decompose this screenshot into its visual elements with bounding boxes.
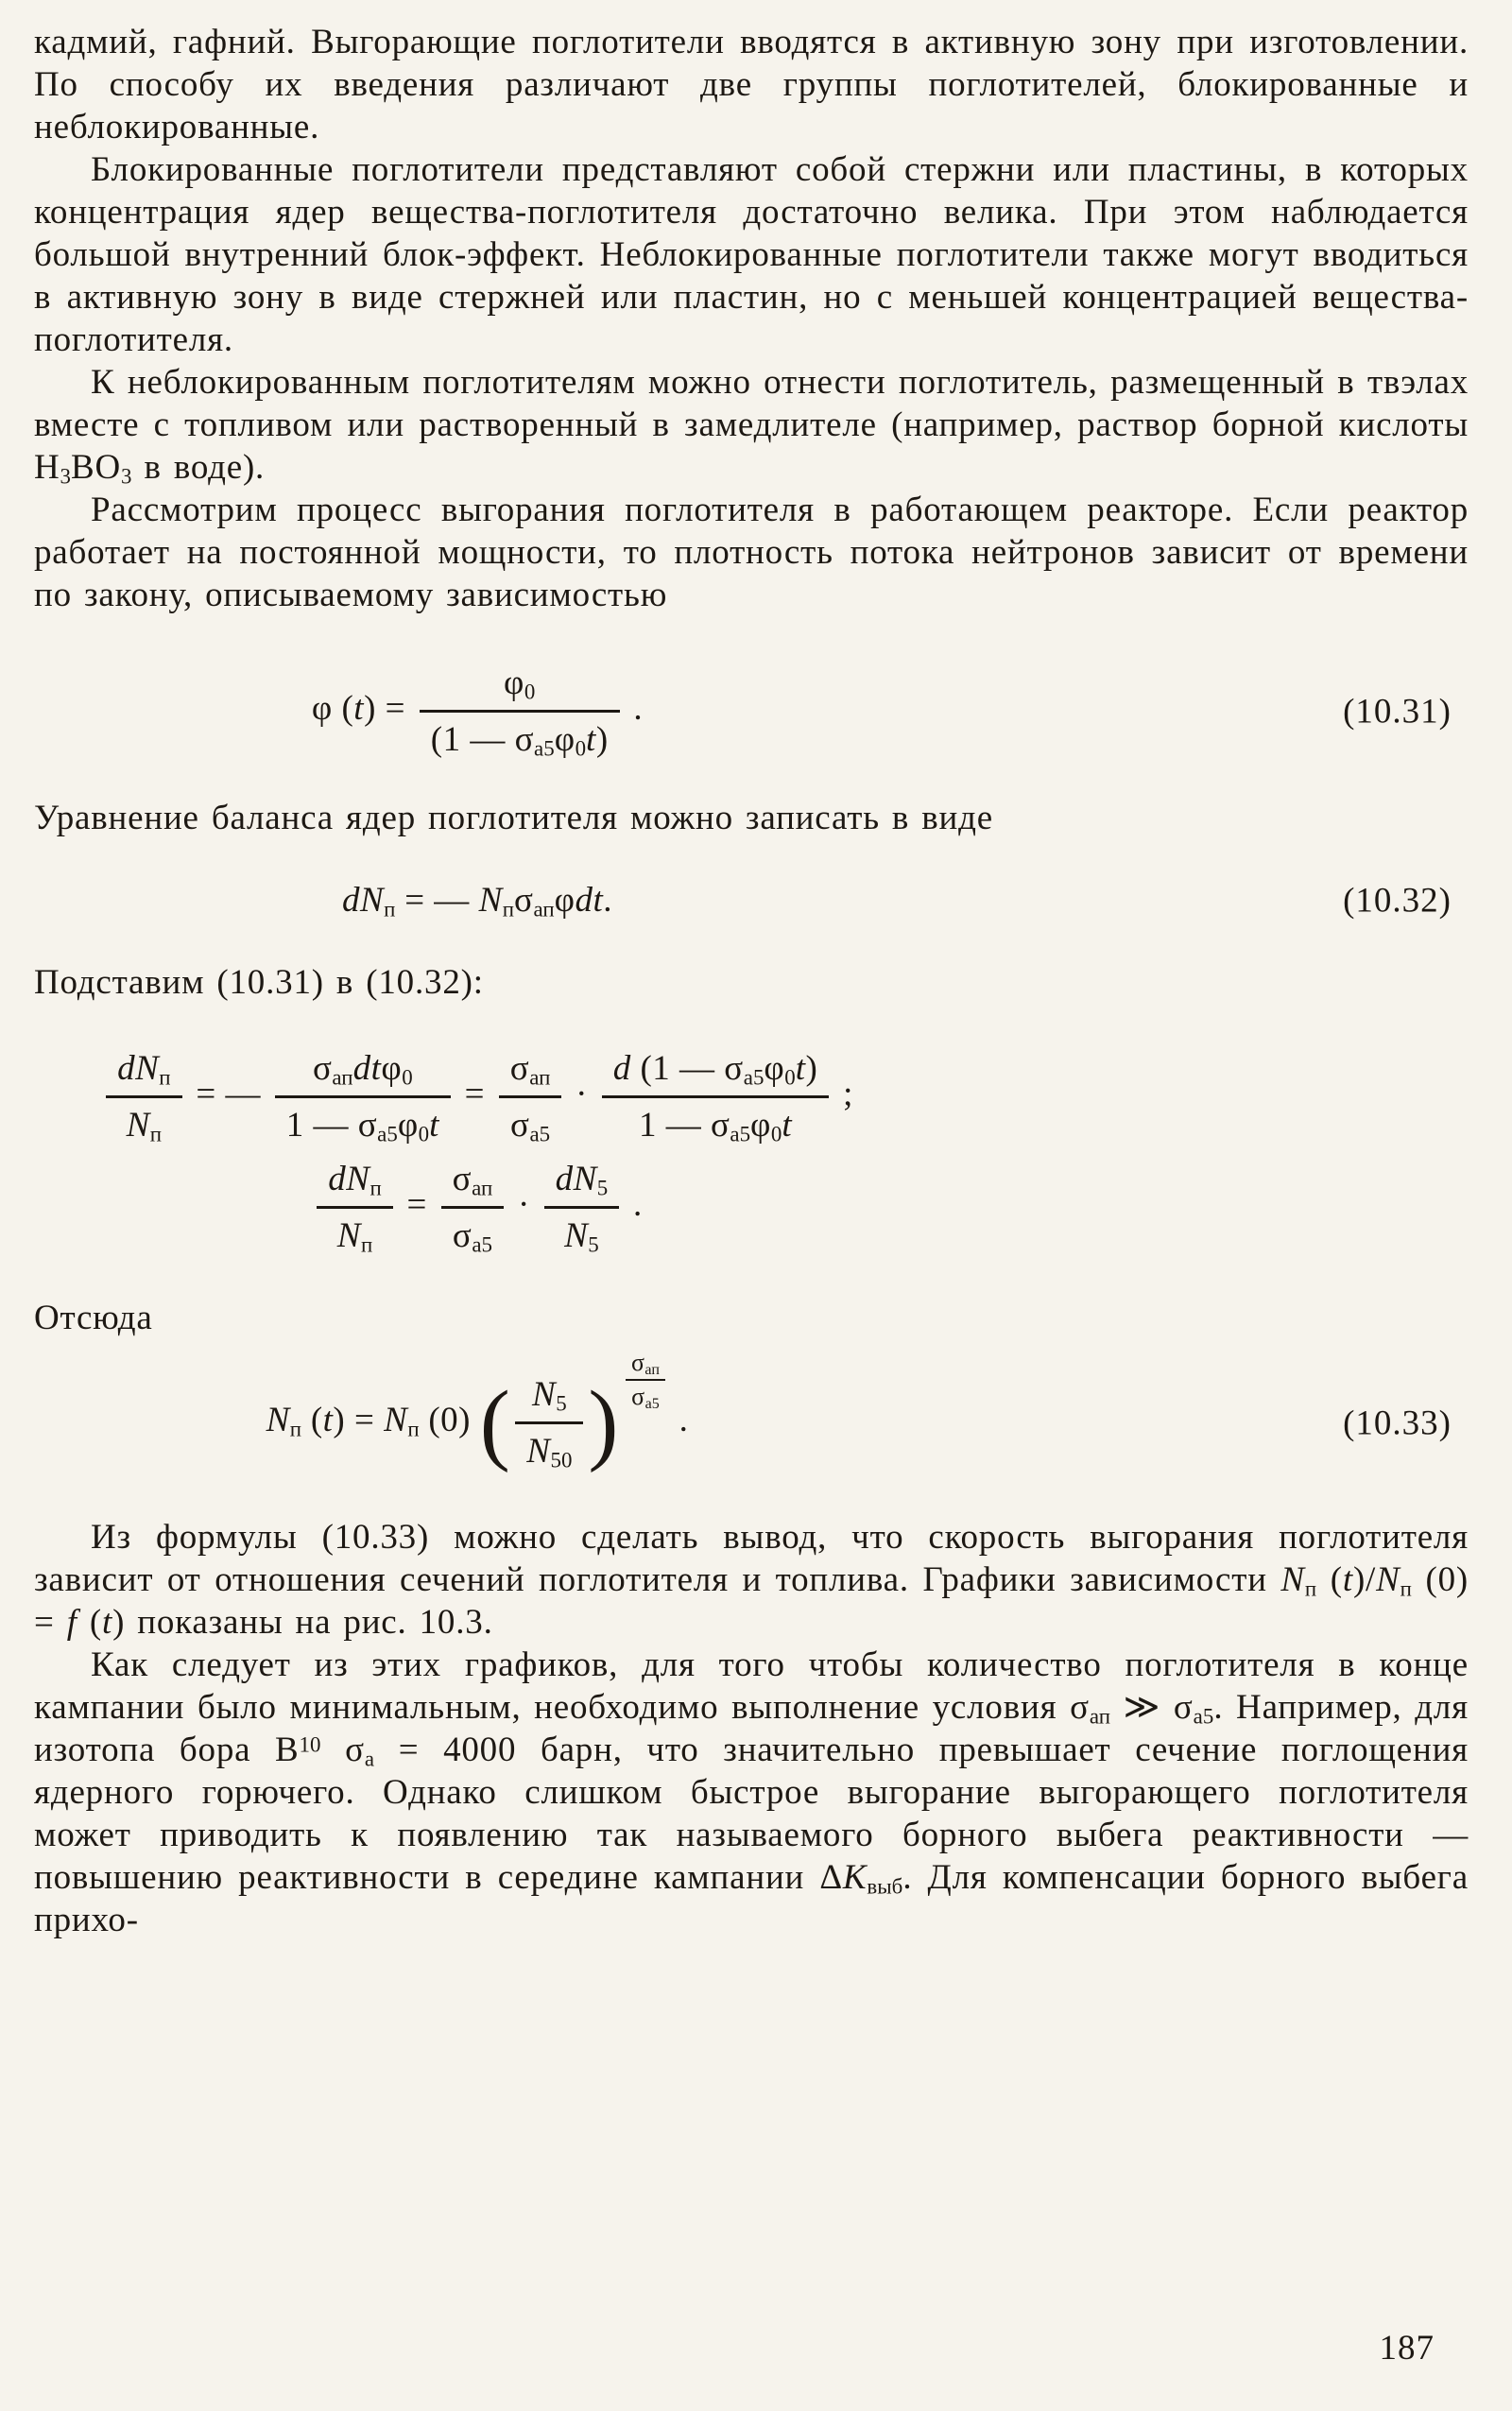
paragraph-blocked-absorbers: Блокированные поглотители представляют собой стержни или пластины, в которых концентрация ядер вещества-поглотителя достаточно велика. При этом наблюдается большой внутренний блок-эффект. Неблокированные поглотители также могут вводиться в активную зону в виде стержней или пластин, но с меньшей концентрацией вещества-поглотителя. — [34, 150, 1469, 359]
equation-row-chain-2 — [34, 1158, 1469, 1257]
equation-chain-2: $\frac{dN_п}{N_п}$ = $\frac{\sigma_{ап}}{\sigma_{а5}}$ · $\frac{dN_5}{N_5}$ . — [312, 1158, 642, 1257]
equation-10-33: $N_п$ $(t) = N_п$ (0) ( $\frac{N_5}{N_{50}}$ ) $\frac{\sigma_{ап}}{\sigma_{а5}}$ . — [266, 1348, 689, 1473]
equation-chain-1: $\frac{dN_п}{N_п}$ = — $\frac{\sigma_{ап}dt\varphi_0}{1 — \sigma_{а5}\varphi_0t}$ = $\frac{\sigma_{ап}}{\sigma_{а5}}$ · $\frac{d (1 — \sigma_{а5}\varphi_0t)}{1 — \sigma_{а5}\varphi_0t}$ ; — [101, 1047, 853, 1146]
paragraph-burnup-process: Рассмотрим процесс выгорания поглотителя в работающем реакторе. Если реактор работает на постоянной мощности, то плотность потока нейтронов зависит от времени по закону, описываемому зависимостью — [34, 491, 1469, 614]
equation-row-10-33 — [34, 1348, 1469, 1473]
equation-10-32: $dN_п$ = — $N_п\sigma_{ап}\varphi dt$. — [341, 881, 613, 921]
paragraph-absorber-groups: кадмий, гафний. Выгорающие поглотители вводятся в активную зону при изготовлении. По способу их введения различают две группы поглотителей, блокированные и неблокированные. — [34, 23, 1469, 146]
equation-number-10-32: (10.32) — [1343, 881, 1452, 920]
equation-number-10-31: (10.31) — [1343, 692, 1452, 731]
paragraph-hence: Отсюда — [34, 1299, 153, 1337]
equation-row-10-32 — [34, 879, 1469, 921]
paragraph-boron-runout: Как следует из этих графиков, для того чтобы количество поглотителя в конце кампании было минимальным, необходимо выполнение условия $\sigma_{ап}$ ≫ $\sigma_{а5}$. Например, для изотопа бора $B^{10}$ $\sigma_а = 4000$ барн, что значительно превышает сечение поглощения ядерного горючего. Однако слишком быстрое выгорание выгорающего поглотителя может приводить к появлению так называемого борного выбега реактивности — повышению реактивности в середине кампании $\Delta K_{выб}$. Для компенсации борного выбега прихо- — [34, 1645, 1469, 1939]
paragraph-unblocked-absorbers: К неблокированным поглотителям можно отнести поглотитель, размещенный в твэлах вместе с топливом или растворенный в замедлителе (например, раствор борной кислоты $H_3BO_3$ в воде). — [34, 363, 1469, 489]
equation-10-31: φ (t) = $\frac{\varphi_0}{(1 — \sigma_{а5}\varphi_0t)}$ . — [311, 663, 644, 761]
page-number: 187 — [1379, 2329, 1435, 2368]
paragraph-balance-equation: Уравнение баланса ядер поглотителя можно записать в виде — [34, 799, 993, 837]
equation-row-chain-1 — [34, 1047, 1469, 1146]
equation-row-10-31 — [34, 662, 1469, 761]
equation-number-10-33: (10.33) — [1343, 1404, 1452, 1442]
paragraph-burnup-conclusion: Из формулы (10.33) можно сделать вывод, что скорость выгорания поглотителя зависит от отношения сечений поглотителя и топлива. Графики зависимости $N_п$ $(t)/N_п$ (0) = f (t) показаны на рис. 10.3. — [34, 1518, 1469, 1642]
paragraph-substitution: Подставим (10.31) в (10.32): — [34, 963, 484, 1002]
